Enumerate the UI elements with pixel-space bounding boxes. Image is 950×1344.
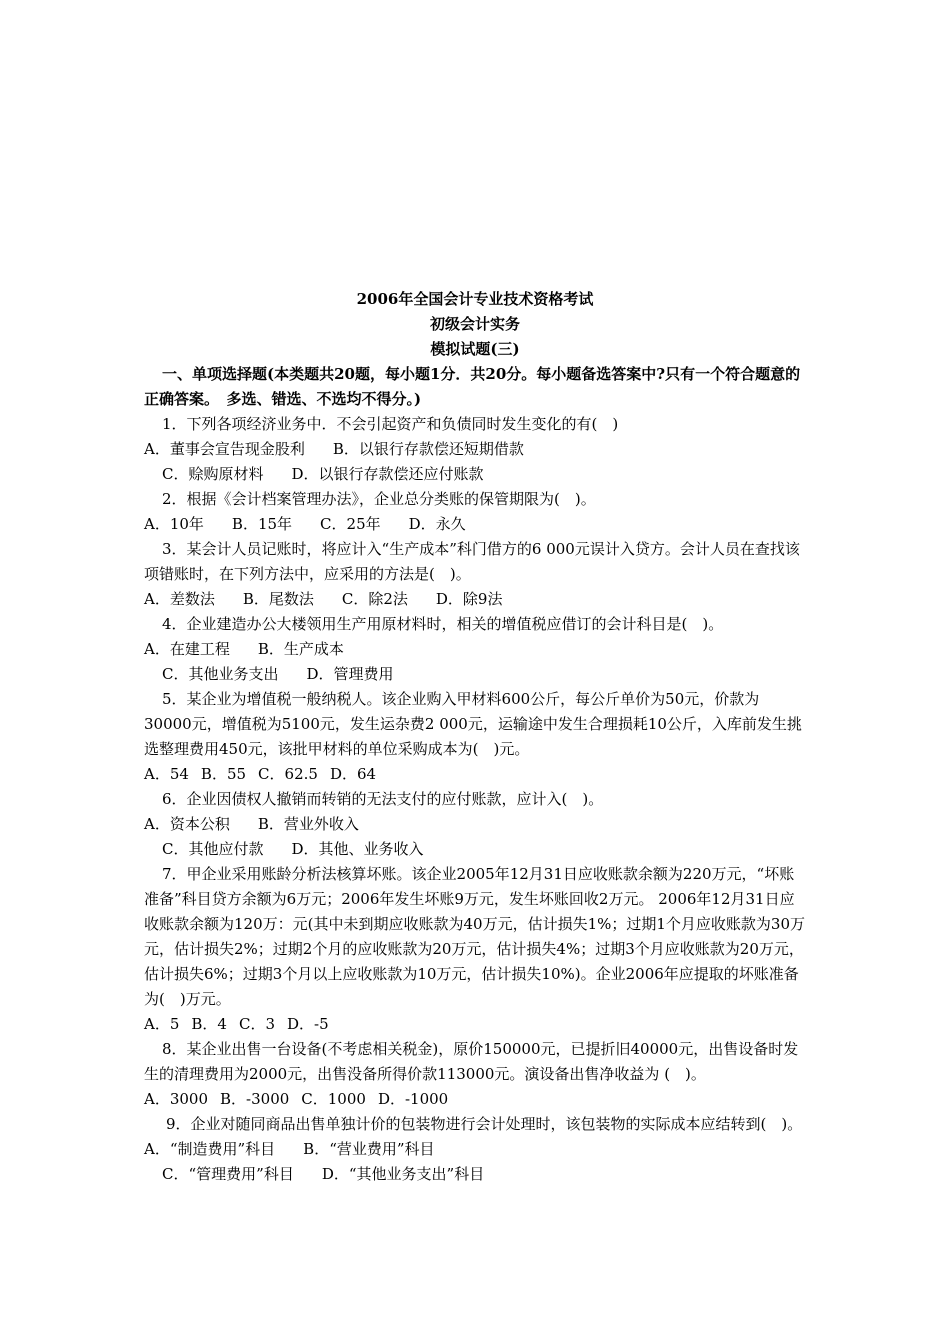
option-1d: D．以银行存款偿还应付账款 [291, 465, 484, 483]
exam-title: 2006年全国会计专业技术资格考试 [356, 290, 594, 308]
options-4-row2 [144, 662, 806, 687]
option-2c: C．25年 [320, 515, 381, 533]
option-2b: B．15年 [231, 515, 293, 533]
section-heading: 一、单项选择题(本类题共20题，每小题1分．共20分。每小题备选答案中?只有一个符合题意的正确答案。 多选、错选、不选均不得分。) [144, 365, 801, 408]
option-9d: D．“其他业务支出”科目 [321, 1165, 485, 1183]
option-7a: A．5 [144, 1015, 180, 1033]
option-8b: B．-3000 [220, 1090, 290, 1108]
option-4d: D．管理费用 [306, 665, 394, 683]
options-9-row1 [144, 1137, 806, 1162]
option-8c: C．1000 [301, 1090, 366, 1108]
option-6a: A．资本公积 [144, 815, 230, 833]
exam-subtitle: 模拟试题(三) [430, 340, 520, 358]
option-9c: C．“管理费用”科目 [162, 1165, 294, 1183]
question-9: 9．企业对随同商品出售单独计价的包装物进行会计处理时，该包装物的实际成本应结转到( )。 [166, 1115, 803, 1133]
option-1b: B．以银行存款偿还短期借款 [332, 440, 524, 458]
options-4-row1 [144, 637, 806, 662]
option-9b: B．“营业费用”科目 [303, 1140, 435, 1158]
option-3a: A．差数法 [144, 590, 215, 608]
option-4c: C．其他业务支出 [162, 665, 279, 683]
question-8: 8．某企业出售一台设备(不考虑相关税金)，原价150000元，已提折旧40000元，出售设备时发生的清理费用为2000元，出售没备所得价款113000元。演设备出售净收益为 ( )。 [144, 1040, 799, 1083]
exam-subject: 初级会计实务 [429, 315, 520, 333]
question-4: 4．企业建造办公大楼领用生产用原材料时，相关的增值税应借订的会计科目是( )。 [162, 615, 724, 633]
options-2 [144, 512, 806, 537]
options-6-row1 [144, 812, 806, 837]
option-8d: D．-1000 [377, 1090, 449, 1108]
option-3d: D．除9法 [435, 590, 503, 608]
options-7 [144, 1012, 806, 1037]
option-2a: A．10年 [144, 515, 204, 533]
question-6: 6．企业因债权人撤销而转销的无法支付的应付账款，应计入( )。 [162, 790, 604, 808]
question-5: 5．某企业为增值税一般纳税人。该企业购入甲材料600公斤，每公斤单价为50元，价款为30000元，增值税为5100元，发生运杂费2 000元，运输途中发生合理损耗10公斤，入库前发生挑选整理费用450元，该批甲材料的单位采购成本为( )元。 [144, 690, 802, 758]
option-3b: B．尾数法 [242, 590, 314, 608]
options-1-row2 [144, 462, 806, 487]
document-body [144, 287, 806, 1187]
options-5 [144, 762, 806, 787]
option-2d: D．永久 [408, 515, 466, 533]
option-5b: B．55 [200, 765, 247, 783]
option-9a: A．“制造费用”科目 [144, 1140, 276, 1158]
options-9-row2 [144, 1162, 806, 1187]
option-4b: B．生产成本 [257, 640, 344, 658]
question-3: 3．某会计人员记账时，将应计入“生产成本”科门借方的6 000元误计入贷方。会计人员在查找该项错账时，在下列方法中，应采用的方法是( )。 [144, 540, 800, 583]
options-6-row2 [144, 837, 806, 862]
option-4a: A．在建工程 [144, 640, 230, 658]
options-8 [144, 1087, 806, 1112]
question-2: 2．根据《会计档案管理办法》，企业总分类账的保管期限为( )。 [162, 490, 596, 508]
options-3 [144, 587, 806, 612]
option-5a: A．54 [144, 765, 189, 783]
option-6d: D．其他、业务收入 [291, 840, 424, 858]
question-7: 7．甲企业采用账龄分析法核算坏账。该企业2005年12月31日应收账款余额为220万元，“坏账准备”科目贷方余额为6万元；2006年发生坏账9万元，发生坏账回收2万元。 2006年12月31日应收账款余额为120万：元(其中未到期应收账款为40万元，估计损失1%；过期1个月应收账款为30万元，估计损失2%；过期2个月的应收账款为20万元，估计损失4%；过期3个月应收账款为20万元，估计损失6%；过期3个月以上应收账款为10万元，估计损失10%)。企业2006年应提取的坏账准备为( )万元。 [144, 865, 805, 1008]
option-5c: C．62.5 [258, 765, 318, 783]
option-3c: C．除2法 [341, 590, 408, 608]
option-6c: C．其他应付款 [162, 840, 264, 858]
option-7d: D．-5 [287, 1015, 329, 1033]
option-7b: B．4 [191, 1015, 227, 1033]
option-1c: C．赊购原材料 [162, 465, 264, 483]
option-1a: A．董事会宣告现金股利 [144, 440, 305, 458]
option-8a: A．3000 [144, 1090, 209, 1108]
options-1-row1 [144, 437, 806, 462]
question-1: 1．下列各项经济业务中．不会引起资产和负债同时发生变化的有( ) [162, 415, 619, 433]
option-6b: B．营业外收入 [257, 815, 359, 833]
option-7c: C．3 [238, 1015, 275, 1033]
option-5d: D．64 [329, 765, 377, 783]
